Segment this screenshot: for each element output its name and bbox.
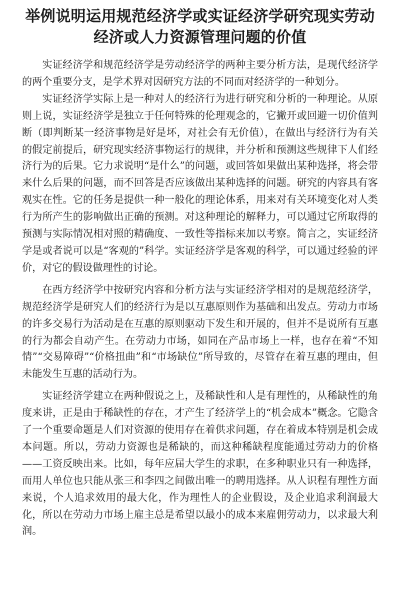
paragraph-intro: 实证经济学和规范经济学是劳动经济学的两种主要分析方法，是现代经济学的两个重要分支，是学术界对因研究方法的不同而对经济学的一种划分。 bbox=[22, 60, 378, 88]
title-line-1: 举例说明运用规范经济学或实证经济学研究现实劳动 bbox=[25, 7, 375, 25]
document-body bbox=[22, 58, 378, 541]
paragraph-normative-economics: 在西方经济学中按研究内容和分析方法与实证经济学相对的是规范经济学，规范经济学是研究人们的经济行为是以互惠原则作为基础和出发点。劳动力市场的许多交易行为活动是在互惠的原则驱动下发生和开展的，但并不是说所有互惠的行为都会自动产生。在劳动力市场，如同在产品市场上一样，也存在着“不知情”“交易障碍”“价格扭曲”和“市场缺位”所导致的，尽管存在着互惠的理由，但未能发生互惠的活动行为。 bbox=[22, 284, 378, 381]
title-line-2: 经济或人力资源管理问题的价值 bbox=[93, 28, 307, 46]
paragraph-positive-economics: 实证经济学实际上是一种对人的经济行为进行研究和分析的一种理论。从原则上说，实证经济学是独立于任何特殊的伦理观念的，它撇开或回避一切价值判断（即判断某一经济事物是好是坏，对社会有无价值），在做出与经济行为有关的假定前提后，研究现实经济事物运行的规律，并分析和预测这些规律下人们经济行为的后果。它力求说明“是什么”的问题，或回答如果做出某种选择，将会带来什么后果的问题，而不回答是否应该做出某种选择的问题。研究的内容具有客观实在性。它的任务是提供一种一般化的理论体系，用来对有关环境变化对人类行为所产生的影响做出正确的预测。对这种理论的解释力，可以通过它所取得的预测与实际情况相对照的精确度、一致性等指标来加以考察。简言之，实证经济学是或者说可以是“客观的”科学。实证经济学是客观的科学，可以通过经验的评价，对它的假设做理性的讨论。 bbox=[22, 93, 378, 274]
document-title bbox=[22, 6, 378, 48]
paragraph-scarcity-rationality: 实证经济学建立在两种假说之上，及稀缺性和人是有理性的，从稀缺性的角度来讲，正是由于稀缺性的存在，才产生了经济学上的“机会成本”概念。它隐含了一个重要命题是人们对资源的使用存在着供求问题，存在着成本特别是机会成本问题。所以，劳动力资源也是稀缺的，而这种稀缺程度能通过劳动力的价格——工资反映出来。比如，每年应届大学生的求职，在多种职业只有一种选择，而用人单位也只能从张三和李四之间做出唯一的聘用选择。从人识程有理性方面来说，个人追求效用的最大化，作为理性人的企业假设，及企业追求利润最大化，所以在劳动力市场上雇主总是希望以最小的成本来雇佣劳动力，以求最大利润。 bbox=[22, 391, 378, 538]
